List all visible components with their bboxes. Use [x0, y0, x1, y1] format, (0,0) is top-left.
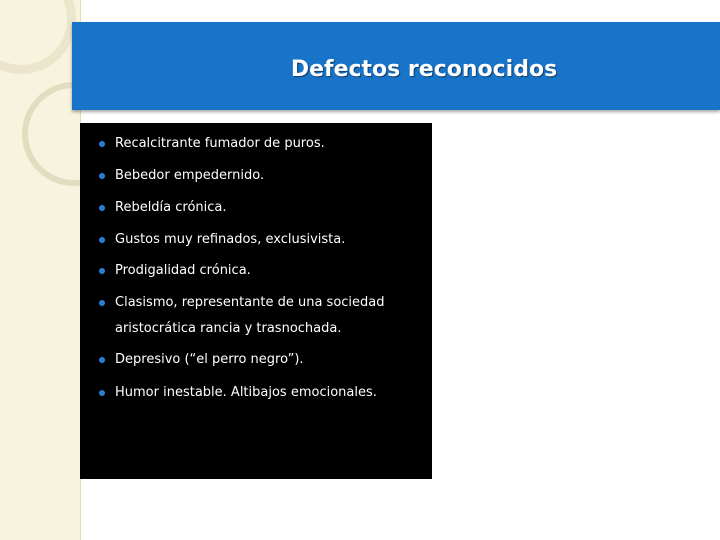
bullet-dot-icon — [99, 300, 105, 306]
bullet-dot-icon — [99, 141, 105, 147]
bullet-text: Prodigalidad crónica. — [115, 263, 251, 278]
bullet-text: Clasismo, representante de una sociedad aristocrática rancia y trasnochada. — [115, 295, 385, 336]
content-box — [80, 123, 432, 479]
title-bar — [72, 22, 720, 110]
bullet-text: Recalcitrante fumador de puros. — [115, 136, 325, 151]
bullet-dot-icon — [99, 268, 105, 274]
decorative-ring-top — [0, 0, 76, 74]
bullet-text: Rebeldía crónica. — [115, 200, 227, 215]
bullet-dot-icon — [99, 237, 105, 243]
bullet-text: Gustos muy refinados, exclusivista. — [115, 232, 346, 247]
bullet-text: Humor inestable. Altibajos emocionales. — [115, 385, 377, 400]
bullet-dot-icon — [99, 390, 105, 396]
bullet-text: Bebedor empedernido. — [115, 168, 265, 183]
left-decorative-strip — [0, 0, 81, 540]
slide-title: Defectos reconocidos — [290, 57, 558, 82]
bullet-text: Depresivo (“el perro negro”). — [115, 352, 304, 367]
bullet-dot-icon — [99, 357, 105, 363]
bullet-dot-icon — [99, 173, 105, 179]
bullet-dot-icon — [99, 205, 105, 211]
